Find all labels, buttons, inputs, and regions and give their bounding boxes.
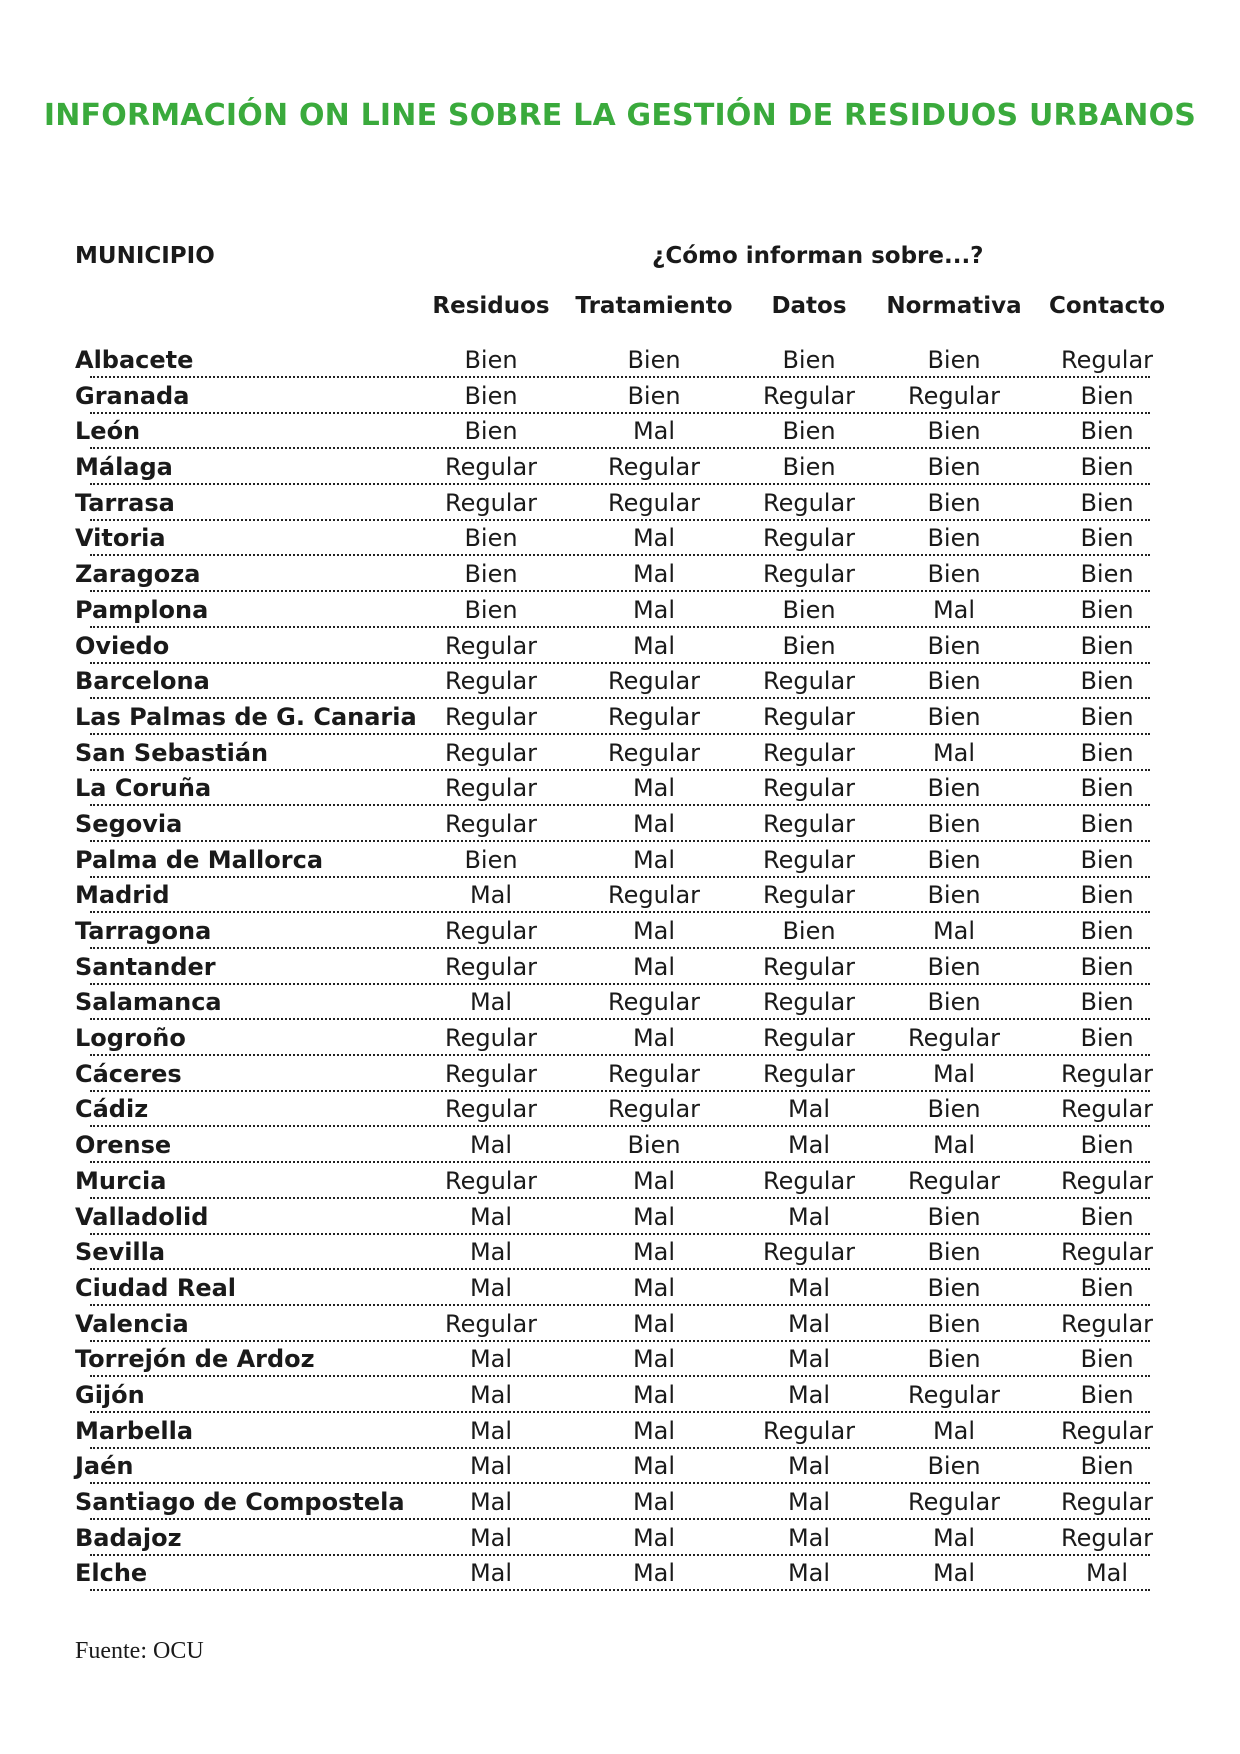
- rating-contacto: Regular: [1060, 1309, 1154, 1338]
- rating-tratamiento: Mal: [632, 631, 676, 660]
- rating-contacto: Bien: [1080, 952, 1134, 981]
- rating-tratamiento: Mal: [632, 560, 676, 589]
- rating-contacto: Bien: [1080, 988, 1134, 1017]
- page-title: INFORMACIÓN ON LINE SOBRE LA GESTIÓN DE RESIDUOS URBANOS: [43, 98, 1197, 133]
- table-row: [0, 1166, 1240, 1202]
- como-informan-header: ¿Cómo informan sobre...?: [652, 243, 984, 269]
- rating-datos: Regular: [762, 667, 856, 696]
- rating-residuos: Bien: [464, 845, 518, 874]
- rating-normativa: Bien: [927, 845, 981, 874]
- rating-contacto: Bien: [1080, 1202, 1134, 1231]
- municipio-name: León: [75, 416, 144, 446]
- municipio-name: Granada: [75, 381, 193, 411]
- rating-normativa: Mal: [932, 738, 976, 767]
- rating-normativa: Bien: [927, 1309, 981, 1338]
- rating-tratamiento: Mal: [632, 1345, 676, 1374]
- rating-tratamiento: Mal: [632, 845, 676, 874]
- rating-contacto: Bien: [1080, 560, 1134, 589]
- rating-datos: Regular: [762, 702, 856, 731]
- table-row: [0, 416, 1240, 452]
- table-row: [0, 1023, 1240, 1059]
- dot-leader: [90, 816, 1150, 842]
- municipio-name: Tarragona: [75, 916, 215, 946]
- source-note: Fuente: OCU: [75, 1638, 204, 1664]
- municipio-name: Madrid: [75, 880, 174, 910]
- rating-normativa: Regular: [907, 381, 1001, 410]
- table-row: [0, 381, 1240, 417]
- municipio-name: Orense: [75, 1130, 175, 1160]
- rating-contacto: Regular: [1060, 1166, 1154, 1195]
- dot-leader: [90, 923, 1150, 949]
- municipio-name: Vitoria: [75, 523, 170, 553]
- rating-normativa: Bien: [927, 524, 981, 553]
- table-row: [0, 1273, 1240, 1309]
- rating-contacto: Regular: [1060, 1095, 1154, 1124]
- rating-tratamiento: Mal: [632, 1416, 676, 1445]
- rating-datos: Regular: [762, 1024, 856, 1053]
- rating-residuos: Bien: [464, 595, 518, 624]
- rating-contacto: Regular: [1060, 1523, 1154, 1552]
- dot-leader: [90, 1209, 1150, 1235]
- municipio-name: Albacete: [75, 345, 197, 375]
- table-row: [0, 952, 1240, 988]
- table-row: [0, 1487, 1240, 1523]
- rating-contacto: Bien: [1080, 631, 1134, 660]
- municipio-name: Marbella: [75, 1416, 197, 1446]
- municipio-name: Elche: [75, 1558, 151, 1588]
- rating-contacto: Regular: [1060, 1488, 1154, 1516]
- rating-tratamiento: Regular: [607, 881, 701, 910]
- dot-leader: [90, 1244, 1150, 1270]
- rating-normativa: Regular: [907, 1024, 1001, 1053]
- table-row: [0, 452, 1240, 488]
- rating-residuos: Regular: [444, 631, 538, 660]
- table-row: [0, 987, 1240, 1023]
- rating-normativa: Bien: [927, 1202, 981, 1231]
- rating-tratamiento: Regular: [607, 988, 701, 1017]
- rating-datos: Regular: [762, 845, 856, 874]
- rating-tratamiento: Bien: [627, 381, 681, 410]
- rating-normativa: Bien: [927, 952, 981, 981]
- rating-datos: Regular: [762, 1166, 856, 1195]
- rating-residuos: Mal: [469, 988, 513, 1017]
- table-row: [0, 559, 1240, 595]
- rating-datos: Mal: [787, 1345, 831, 1374]
- table-row: [0, 1237, 1240, 1273]
- municipio-name: Cádiz: [75, 1094, 152, 1124]
- rating-contacto: Regular: [1060, 1059, 1154, 1088]
- table-row: [0, 738, 1240, 774]
- rating-residuos: Mal: [469, 1559, 513, 1588]
- rating-normativa: Mal: [932, 917, 976, 945]
- rating-datos: Regular: [762, 952, 856, 981]
- table-row: [0, 345, 1240, 381]
- rating-datos: Mal: [787, 1131, 831, 1160]
- rating-datos: Mal: [787, 1523, 831, 1552]
- rating-datos: Regular: [762, 1238, 856, 1267]
- table-row: [0, 488, 1240, 524]
- dot-leader: [90, 566, 1150, 592]
- rating-residuos: Regular: [444, 1059, 538, 1088]
- rating-datos: Regular: [762, 488, 856, 517]
- rating-normativa: Bien: [927, 631, 981, 660]
- rating-residuos: Regular: [444, 1309, 538, 1338]
- dot-leader: [90, 1137, 1150, 1163]
- rating-residuos: Regular: [444, 667, 538, 696]
- rating-datos: Regular: [762, 738, 856, 767]
- rating-normativa: Bien: [927, 560, 981, 589]
- rating-datos: Mal: [787, 1559, 831, 1588]
- dot-leader: [90, 638, 1150, 664]
- rating-contacto: Regular: [1060, 1416, 1154, 1445]
- rating-contacto: Bien: [1080, 667, 1134, 696]
- municipio-name: Málaga: [75, 452, 177, 482]
- table-row: [0, 1344, 1240, 1380]
- rating-residuos: Regular: [444, 1095, 538, 1124]
- rating-normativa: Bien: [927, 1452, 981, 1481]
- rating-datos: Bien: [782, 417, 836, 446]
- table-row: [0, 1558, 1240, 1594]
- rating-contacto: Bien: [1080, 1345, 1134, 1374]
- rating-datos: Regular: [762, 988, 856, 1017]
- rating-tratamiento: Bien: [627, 346, 681, 374]
- municipio-name: Barcelona: [75, 666, 214, 696]
- rating-tratamiento: Mal: [632, 595, 676, 624]
- rating-tratamiento: Regular: [607, 453, 701, 482]
- rating-residuos: Regular: [444, 702, 538, 731]
- table-row: [0, 702, 1240, 738]
- column-header-residuos: Residuos: [432, 293, 550, 319]
- rating-residuos: Regular: [444, 809, 538, 838]
- table-row: [0, 845, 1240, 881]
- rating-normativa: Bien: [927, 774, 981, 803]
- table-row: [0, 809, 1240, 845]
- rating-residuos: Regular: [444, 917, 538, 945]
- table-row: [0, 1451, 1240, 1487]
- municipio-name: Cáceres: [75, 1059, 186, 1089]
- rating-datos: Regular: [762, 774, 856, 803]
- table-row: [0, 666, 1240, 702]
- dot-leader: [90, 1316, 1150, 1342]
- table-row: [0, 880, 1240, 916]
- rating-contacto: Bien: [1080, 774, 1134, 803]
- dot-leader: [90, 352, 1150, 378]
- table-row: [0, 523, 1240, 559]
- municipio-name: Salamanca: [75, 987, 226, 1017]
- rating-datos: Mal: [787, 1380, 831, 1409]
- rating-residuos: Mal: [469, 881, 513, 910]
- rating-contacto: Regular: [1060, 346, 1154, 374]
- column-header-datos: Datos: [771, 293, 847, 319]
- rating-datos: Regular: [762, 381, 856, 410]
- rating-residuos: Bien: [464, 381, 518, 410]
- rating-residuos: Bien: [464, 560, 518, 589]
- rating-datos: Bien: [782, 917, 836, 945]
- rating-normativa: Bien: [927, 453, 981, 482]
- rating-residuos: Mal: [469, 1131, 513, 1160]
- rating-normativa: Bien: [927, 1238, 981, 1267]
- rating-datos: Mal: [787, 1273, 831, 1302]
- rating-residuos: Mal: [469, 1488, 513, 1516]
- rating-contacto: Bien: [1080, 809, 1134, 838]
- rating-tratamiento: Mal: [632, 1309, 676, 1338]
- rating-tratamiento: Bien: [627, 1131, 681, 1160]
- rating-datos: Regular: [762, 881, 856, 910]
- rating-normativa: Regular: [907, 1488, 1001, 1516]
- rating-tratamiento: Mal: [632, 417, 676, 446]
- municipio-name: Santander: [75, 952, 220, 982]
- rating-normativa: Mal: [932, 1523, 976, 1552]
- rating-tratamiento: Regular: [607, 702, 701, 731]
- rating-normativa: Bien: [927, 881, 981, 910]
- table-row: [0, 1416, 1240, 1452]
- rating-tratamiento: Mal: [632, 1273, 676, 1302]
- rating-contacto: Mal: [1085, 1559, 1129, 1588]
- municipio-name: Gijón: [75, 1380, 149, 1410]
- municipio-name: Segovia: [75, 809, 186, 839]
- rating-contacto: Bien: [1080, 1380, 1134, 1409]
- column-header-tratamiento: Tratamiento: [575, 293, 733, 319]
- rating-normativa: Bien: [927, 1345, 981, 1374]
- rating-contacto: Bien: [1080, 881, 1134, 910]
- rating-tratamiento: Regular: [607, 488, 701, 517]
- table-row: [0, 595, 1240, 631]
- rating-normativa: Bien: [927, 1095, 981, 1124]
- rating-normativa: Bien: [927, 346, 981, 374]
- table-row: [0, 631, 1240, 667]
- rating-residuos: Mal: [469, 1380, 513, 1409]
- rating-normativa: Bien: [927, 667, 981, 696]
- rating-normativa: Mal: [932, 595, 976, 624]
- rating-datos: Regular: [762, 1416, 856, 1445]
- rating-tratamiento: Regular: [607, 667, 701, 696]
- municipio-name: Santiago de Compostela: [75, 1487, 409, 1517]
- table-row: [0, 1202, 1240, 1238]
- municipio-name: Oviedo: [75, 631, 173, 661]
- rating-tratamiento: Mal: [632, 1523, 676, 1552]
- rating-normativa: Bien: [927, 1273, 981, 1302]
- municipio-name: Murcia: [75, 1166, 170, 1196]
- rating-tratamiento: Mal: [632, 1452, 676, 1481]
- rating-datos: Mal: [787, 1309, 831, 1338]
- rating-residuos: Bien: [464, 524, 518, 553]
- rating-contacto: Bien: [1080, 917, 1134, 945]
- rating-datos: Regular: [762, 524, 856, 553]
- rating-datos: Mal: [787, 1095, 831, 1124]
- rating-residuos: Mal: [469, 1416, 513, 1445]
- rating-residuos: Regular: [444, 453, 538, 482]
- dot-leader: [90, 1458, 1150, 1484]
- municipio-name: Jaén: [75, 1451, 138, 1481]
- dot-leader: [90, 1565, 1150, 1591]
- rating-datos: Mal: [787, 1488, 831, 1516]
- rating-normativa: Bien: [927, 988, 981, 1017]
- municipio-name: San Sebastián: [75, 738, 272, 768]
- rating-contacto: Bien: [1080, 845, 1134, 874]
- rating-contacto: Regular: [1060, 1238, 1154, 1267]
- municipio-name: Badajoz: [75, 1523, 186, 1553]
- rating-tratamiento: Mal: [632, 917, 676, 945]
- rating-tratamiento: Mal: [632, 952, 676, 981]
- rating-contacto: Bien: [1080, 453, 1134, 482]
- dot-leader: [90, 530, 1150, 556]
- rating-contacto: Bien: [1080, 1131, 1134, 1160]
- rating-datos: Mal: [787, 1202, 831, 1231]
- rating-tratamiento: Mal: [632, 1202, 676, 1231]
- municipio-name: Sevilla: [75, 1237, 169, 1267]
- rating-tratamiento: Regular: [607, 1059, 701, 1088]
- results-table: [0, 345, 1240, 1594]
- rating-normativa: Mal: [932, 1059, 976, 1088]
- rating-tratamiento: Mal: [632, 1488, 676, 1516]
- table-row: [0, 1309, 1240, 1345]
- rating-datos: Regular: [762, 560, 856, 589]
- rating-contacto: Bien: [1080, 702, 1134, 731]
- rating-normativa: Mal: [932, 1131, 976, 1160]
- rating-datos: Bien: [782, 346, 836, 374]
- table-row: [0, 1130, 1240, 1166]
- rating-residuos: Bien: [464, 417, 518, 446]
- rating-residuos: Regular: [444, 488, 538, 517]
- rating-contacto: Bien: [1080, 1452, 1134, 1481]
- rating-tratamiento: Regular: [607, 738, 701, 767]
- dot-leader: [90, 1423, 1150, 1449]
- rating-contacto: Bien: [1080, 1273, 1134, 1302]
- column-header-contacto: Contacto: [1049, 293, 1165, 319]
- rating-contacto: Bien: [1080, 488, 1134, 517]
- municipio-name: Las Palmas de G. Canaria: [75, 702, 421, 732]
- rating-tratamiento: Mal: [632, 524, 676, 553]
- dot-leader: [90, 1530, 1150, 1556]
- rating-normativa: Mal: [932, 1559, 976, 1588]
- rating-normativa: Mal: [932, 1416, 976, 1445]
- rating-tratamiento: Mal: [632, 1166, 676, 1195]
- dot-leader: [90, 780, 1150, 806]
- rating-datos: Regular: [762, 1059, 856, 1088]
- dot-leader: [90, 423, 1150, 449]
- rating-normativa: Regular: [907, 1166, 1001, 1195]
- rating-residuos: Regular: [444, 738, 538, 767]
- rating-residuos: Mal: [469, 1452, 513, 1481]
- rating-contacto: Bien: [1080, 595, 1134, 624]
- rating-normativa: Bien: [927, 702, 981, 731]
- rating-residuos: Bien: [464, 346, 518, 374]
- table-row: [0, 1380, 1240, 1416]
- dot-leader: [90, 602, 1150, 628]
- rating-contacto: Bien: [1080, 738, 1134, 767]
- rating-datos: Mal: [787, 1452, 831, 1481]
- table-row: [0, 1059, 1240, 1095]
- rating-tratamiento: Mal: [632, 774, 676, 803]
- column-header-normativa: Normativa: [886, 293, 1022, 319]
- dot-leader: [90, 959, 1150, 985]
- rating-contacto: Bien: [1080, 1024, 1134, 1053]
- rating-contacto: Bien: [1080, 417, 1134, 446]
- rating-residuos: Mal: [469, 1202, 513, 1231]
- rating-datos: Regular: [762, 809, 856, 838]
- rating-residuos: Mal: [469, 1523, 513, 1552]
- municipio-name: Pamplona: [75, 595, 212, 625]
- rating-residuos: Regular: [444, 1166, 538, 1195]
- municipio-name: Logroño: [75, 1023, 190, 1053]
- municipio-name: Palma de Mallorca: [75, 845, 327, 875]
- rating-residuos: Mal: [469, 1345, 513, 1374]
- rating-tratamiento: Mal: [632, 809, 676, 838]
- dot-leader: [90, 1280, 1150, 1306]
- municipio-name: Zaragoza: [75, 559, 204, 589]
- municipio-name: La Coruña: [75, 773, 215, 803]
- rating-residuos: Mal: [469, 1238, 513, 1267]
- table-row: [0, 773, 1240, 809]
- rating-datos: Bien: [782, 453, 836, 482]
- rating-tratamiento: Mal: [632, 1559, 676, 1588]
- rating-contacto: Bien: [1080, 524, 1134, 553]
- rating-normativa: Bien: [927, 488, 981, 517]
- municipio-name: Tarrasa: [75, 488, 179, 518]
- rating-normativa: Bien: [927, 417, 981, 446]
- rating-normativa: Regular: [907, 1380, 1001, 1409]
- rating-residuos: Regular: [444, 1024, 538, 1053]
- rating-residuos: Mal: [469, 1273, 513, 1302]
- rating-tratamiento: Mal: [632, 1380, 676, 1409]
- rating-tratamiento: Mal: [632, 1238, 676, 1267]
- rating-tratamiento: Mal: [632, 1024, 676, 1053]
- table-row: [0, 916, 1240, 952]
- rating-datos: Bien: [782, 595, 836, 624]
- rating-datos: Bien: [782, 631, 836, 660]
- municipio-name: Valencia: [75, 1309, 193, 1339]
- rating-tratamiento: Regular: [607, 1095, 701, 1124]
- rating-contacto: Bien: [1080, 381, 1134, 410]
- municipio-name: Torrejón de Ardoz: [75, 1344, 319, 1374]
- table-row: [0, 1094, 1240, 1130]
- table-row: [0, 1523, 1240, 1559]
- municipio-name: Valladolid: [75, 1202, 212, 1232]
- municipio-name: Ciudad Real: [75, 1273, 240, 1303]
- rating-normativa: Bien: [927, 809, 981, 838]
- municipio-header: MUNICIPIO: [75, 243, 215, 269]
- rating-residuos: Regular: [444, 952, 538, 981]
- rating-residuos: Regular: [444, 774, 538, 803]
